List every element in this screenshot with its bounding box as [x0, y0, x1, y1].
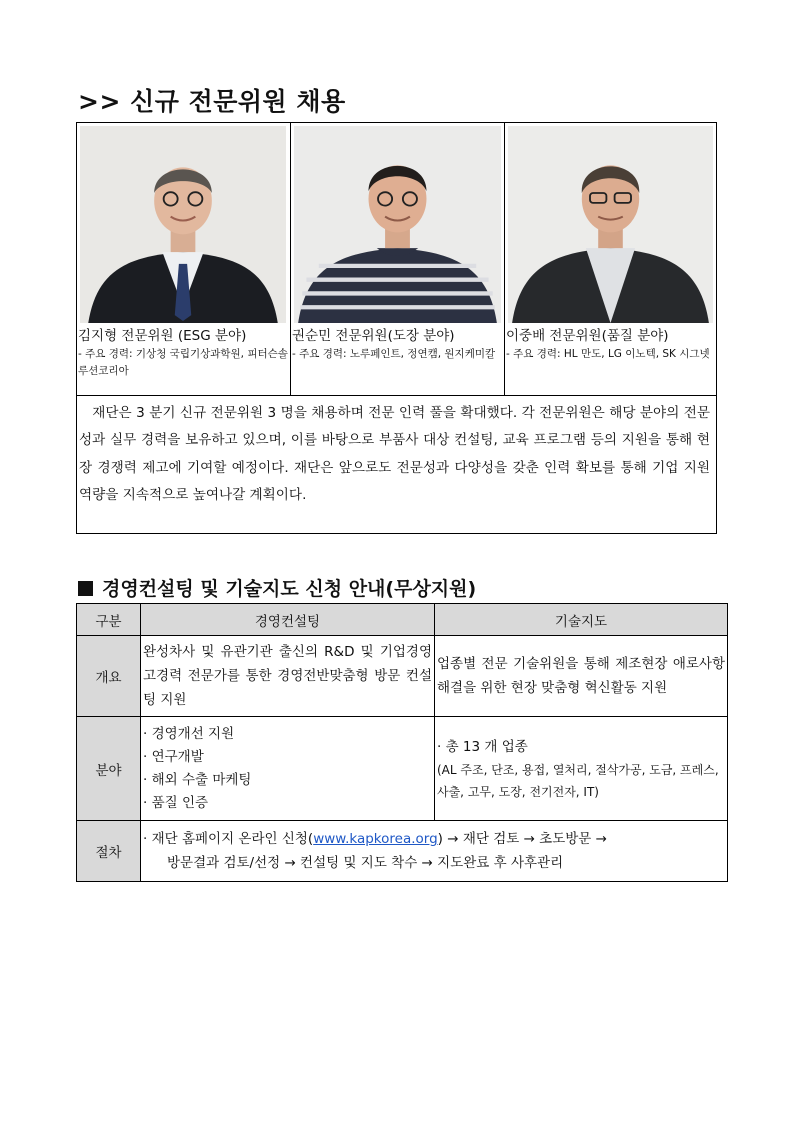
header-category: 구분 [77, 604, 141, 636]
procedure-line-2: 방문결과 검토/선정 → 컨설팅 및 지도 착수 → 지도완료 후 사후관리 [167, 855, 564, 871]
row-label-field: 분야 [77, 717, 141, 821]
overview-consulting: 완성차사 및 유관기관 출신의 R&D 및 기업경영 고경력 전문가를 통한 경영전반맞춤형 방문 컨설팅 지원 [141, 636, 435, 717]
staff-name-1: 김지형 전문위원 (ESG 분야) [78, 328, 247, 344]
homepage-link[interactable]: www.kapkorea.org [313, 831, 438, 847]
table-header-row [77, 604, 728, 636]
staff-photo-1 [80, 126, 286, 323]
table-row [77, 636, 728, 717]
header-consulting: 경영컨설팅 [141, 604, 435, 636]
list-item: · 품질 인증 [143, 794, 209, 811]
staff-photo-3 [508, 126, 713, 323]
consulting-table [76, 603, 728, 882]
list-item: · 연구개발 [143, 748, 204, 765]
section-title-consulting-guide: 경영컨설팅 및 기술지도 신청 안내(무상지원) [78, 574, 476, 601]
table-row [77, 821, 728, 882]
tech-industry-list: (AL 주조, 단조, 용접, 열처리, 절삭가공, 도금, 프레스, 사출, 고무, 도장, 전기전자, IT) [437, 762, 719, 799]
field-consulting [141, 717, 435, 821]
row-label-procedure: 절차 [77, 821, 141, 882]
staff-name-3: 이중배 전문위원(품질 분야) [506, 328, 669, 344]
staff-photo-2 [294, 126, 501, 323]
square-bullet-icon [78, 581, 93, 596]
divider [77, 395, 716, 396]
tech-industry-count: · 총 13 개 업종 [437, 738, 528, 755]
table-row [77, 717, 728, 821]
row-label-overview: 개요 [77, 636, 141, 717]
section-title-new-experts: >> 신규 전문위원 채용 [78, 87, 346, 116]
staff-card-3 [504, 123, 717, 395]
field-tech [435, 717, 728, 821]
staff-table [76, 122, 717, 534]
staff-career-1: - 주요 경력: 기상청 국립기상과학원, 피터슨솔루션코리아 [78, 348, 288, 377]
staff-career-3: - 주요 경력: HL 만도, LG 이노텍, SK 시그넷 [506, 348, 710, 360]
staff-card-2 [290, 123, 505, 395]
header-tech: 기술지도 [435, 604, 728, 636]
procedure-cell: · 재단 홈페이지 온라인 신청(www.kapkorea.org) → 재단 검토 → 초도방문 → 방문결과 검토/선정 → 컨설팅 및 지도 착수 → 지도완료 후 사후관리 [141, 821, 728, 882]
description-paragraph: 재단은 3 분기 신규 전문위원 3 명을 채용하며 전문 인력 풀을 확대했다. 각 전문위원은 해당 분야의 전문성과 실무 경력을 보유하고 있으며, 이를 바탕으로 부품사 대상 컨설팅, 교육 프로그램 등의 지원을 통해 현장 경쟁력 제고에 기여할 예정이다. 재단은 앞으로도 전문성과 다양성을 갖춘 인력 확보를 통해 기업 지원 역량을 지속적으로 높여나갈 계획이다. [79, 405, 711, 504]
staff-card-1 [77, 123, 290, 395]
list-item: · 해외 수출 마케팅 [143, 771, 252, 788]
list-item: · 경영개선 지원 [143, 725, 235, 742]
staff-career-2: - 주요 경력: 노루페인트, 정연캠, 원지케미칼 [292, 348, 496, 360]
staff-name-2: 권순민 전문위원(도장 분야) [292, 328, 455, 344]
overview-tech: 업종별 전문 기술위원을 통해 제조현장 애로사항 해결을 위한 현장 맞춤형 혁신활동 지원 [435, 636, 728, 717]
